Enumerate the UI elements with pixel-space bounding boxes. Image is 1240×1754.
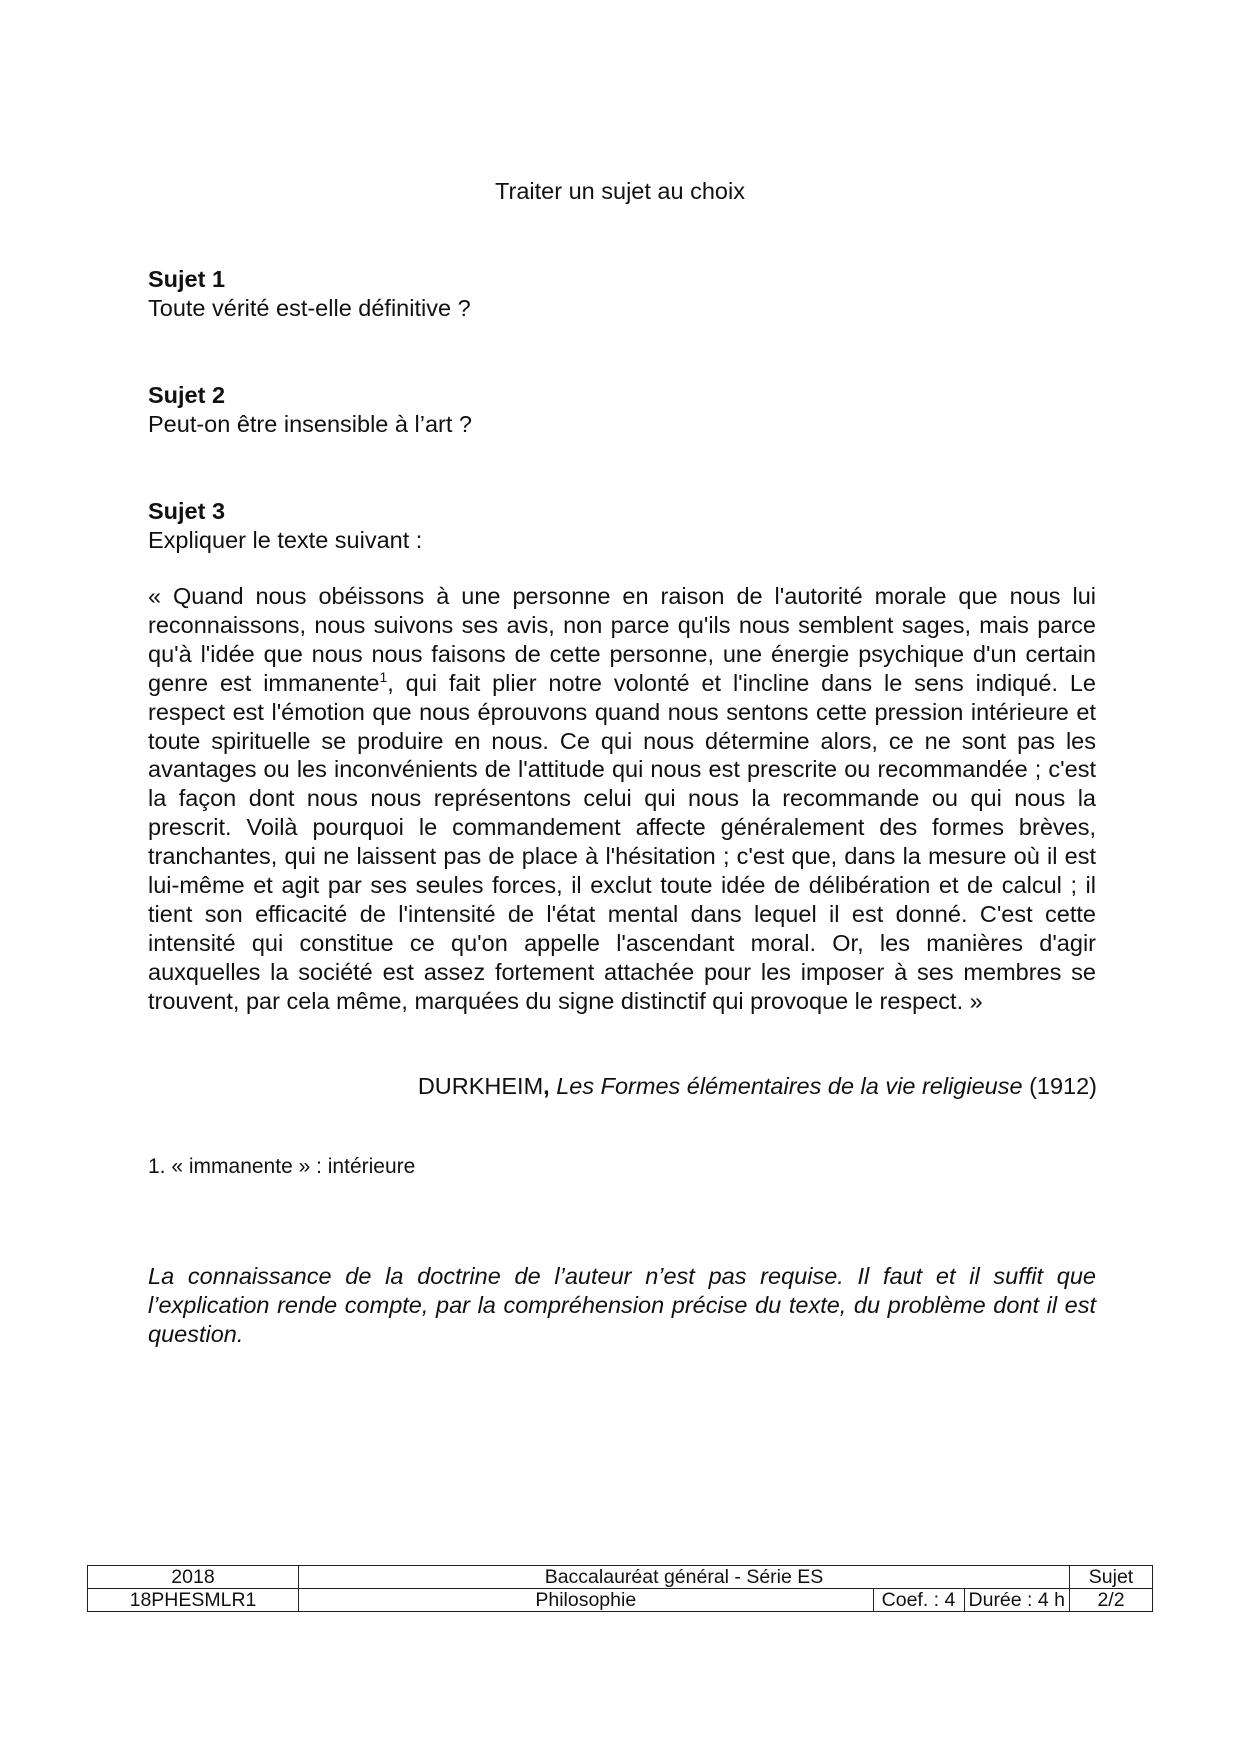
footer-subject: Philosophie (299, 1589, 874, 1612)
page-heading: Traiter un sujet au choix (495, 178, 745, 204)
subject-1-label: Sujet 1 (148, 266, 226, 292)
footer-exam: Baccalauréat général - Série ES (299, 1566, 1070, 1589)
passage-text-part-2: , qui fait plier notre volonté et l'incline dans le sens indiqué. Le respect est l'émotion que nous éprouvons quand nous sentons cette pression intérieure et toute spirituelle se produire en nous. Ce qui nous détermine alors, ce ne sont pas les avantages ou les inconvénients de l'attitude qui nous est prescrite ou recommandée ; c'est la façon dont nous nous représentons celui qui nous la recommande ou qui nous la prescrit. Voilà pourquoi le commandement affecte généralement des formes brèves, tranchantes, qui ne laissent pas de place à l'hésitation ; c'est que, dans la mesure où il est lui-même et agit par ses seules forces, il exclut toute idée de délibération et de calcul ; il tient son efficacité de l'intensité de l'état mental dans lequel il est donné. C'est cette intensité qui constitue ce qu'on appelle l'ascendant moral. Or, les manières d'agir auxquelles la société est assez fortement attachée pour les imposer à ses membres se trouvent, par cela même, marquées du signe distinctif qui provoque le respect. » (148, 669, 1096, 1014)
citation-author: DURKHEIM (417, 1073, 544, 1099)
subject-3-label: Sujet 3 (148, 498, 226, 524)
citation-year: (1912) (1029, 1073, 1097, 1099)
citation (418, 1072, 1097, 1100)
citation-work-title: Les Formes élémentaires de la vie religieuse (556, 1073, 1023, 1099)
explanation-instructions: La connaissance de la doctrine de l’auteur n’est pas requise. Il faut et il suffit que l’explication rende compte, par la compréhension précise du texte, du problème dont il est question. (148, 1263, 1096, 1347)
subject-1-question: Toute vérité est-elle définitive ? (148, 295, 471, 321)
footer-code: 18PHESMLR1 (88, 1589, 299, 1612)
footer-table (87, 1565, 1153, 1612)
footer-row-2 (88, 1589, 1153, 1612)
footer-duration: Durée : 4 h (964, 1589, 1069, 1612)
subject-3-instruction: Expliquer le texte suivant : (148, 527, 423, 553)
subject-3 (148, 497, 1098, 555)
passage-text-part-1: « Quand nous obéissons à une personne en raison de l'autorité morale que nous lui reconnaissons, nous suivons ses avis, non parce qu'ils nous semblent sages, mais parce qu'à l'idée que nous nous faisons de cette personne, une énergie psychique d'un certain genre est immanente (148, 583, 1096, 696)
footnote: 1. « immanente » : intérieure (148, 1155, 416, 1178)
subject-2-question: Peut-on être insensible à l’art ? (148, 411, 472, 437)
footer-kind: Sujet (1070, 1566, 1153, 1589)
citation-separator: , (543, 1073, 550, 1099)
footer-page: 2/2 (1070, 1589, 1153, 1612)
footnote-marker: 1 (379, 668, 388, 685)
subject-2 (148, 381, 1098, 439)
subject-1 (148, 265, 1098, 323)
footer-row-1 (88, 1566, 1153, 1589)
durkheim-passage (148, 582, 1096, 1016)
subject-2-label: Sujet 2 (148, 382, 226, 408)
footer-coef: Coef. : 4 (873, 1589, 964, 1612)
footer-year: 2018 (88, 1566, 299, 1589)
